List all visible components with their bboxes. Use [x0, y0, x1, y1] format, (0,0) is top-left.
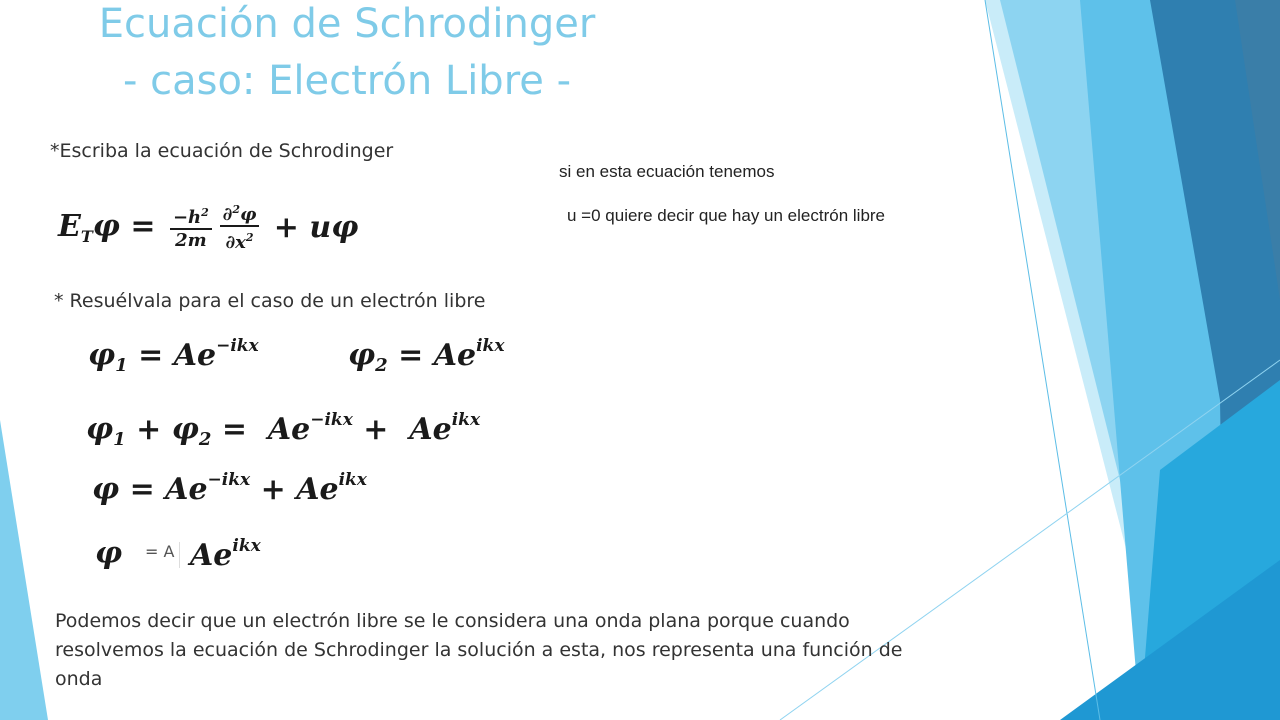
note-condition: si en esta ecuación tenemos [559, 162, 775, 181]
instruction-write-equation: *Escriba la ecuación de Schrodinger [50, 140, 394, 162]
masked-fragment: = A [145, 542, 180, 568]
note-free-electron: u =0 quiere decir que hay un electrón libre [567, 206, 886, 225]
equation-plane-wave: $Ae^{ikx}$ [190, 536, 261, 573]
equation-phi2: $\varphi_2 = Ae^{ikx}$ [348, 336, 505, 376]
slide-title-line2: - caso: Electrón Libre - [122, 58, 572, 104]
equation-phi1: $\varphi_1 = Ae^{-ikx}$ [88, 336, 259, 376]
equation-sum: $\varphi_1 + \varphi_2 = Ae^{-ikx} + Ae^{ikx}$ [86, 410, 481, 450]
equation-phi-result: φ [95, 536, 123, 571]
schrodinger-equation: $E_T\varphi$ = $\frac{-h^2}{2m}$ $\frac{\partial^2\varphi}{\partial x^2}$ + uφ [58, 203, 359, 253]
slide-title-line1: Ecuación de Schrodinger [98, 1, 596, 47]
conclusion-paragraph: Podemos decir que un electrón libre se le considera una onda plana porque cuando resolvemos la ecuación de Schrodinger la solución a esta, nos representa una función de onda [55, 610, 903, 690]
equation-phi-total: $\varphi = Ae^{-ikx} + Ae^{ikx}$ [92, 470, 367, 507]
instruction-solve: * Resuélvala para el caso de un electrón libre [54, 290, 486, 312]
